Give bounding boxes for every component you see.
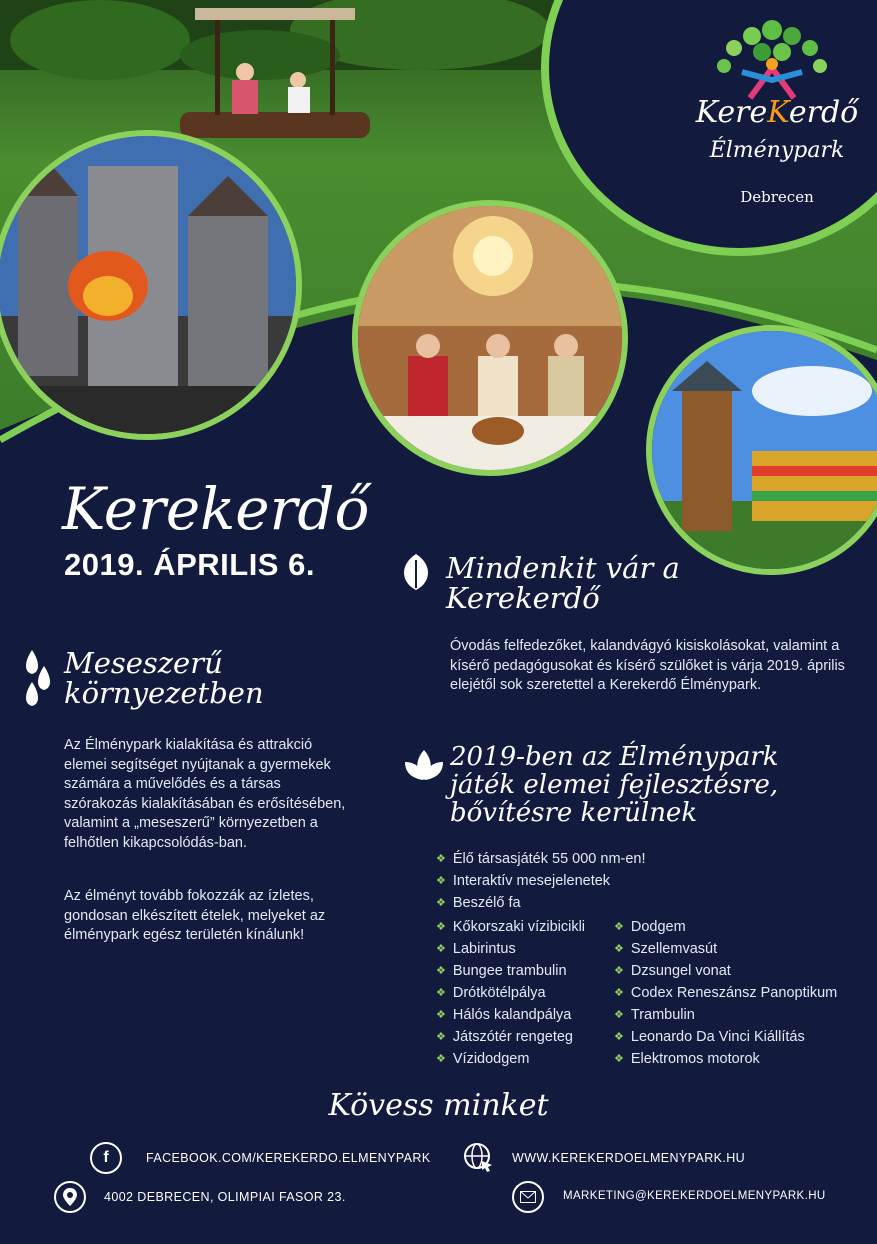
attraction-list-top [436, 848, 646, 914]
list-item: ❖ Leonardo Da Vinci Kiállítás [614, 1026, 837, 1048]
mindenkit-paragraph: Óvodás felfedezőket, kalandvágyó kisiskolásokat, valamint a kísérő pedagógusokat és kísérő szülőket is várja 2019. április elejétől sok szeretettel a Kerekerdő Élménypark. [450, 638, 845, 693]
castle-photo [0, 130, 302, 440]
facebook-link[interactable]: FACEBOOK.COM/KEREKERDO.ELMENYPARK [146, 1151, 431, 1165]
leaf-bullet-icon: ❖ [436, 897, 446, 909]
list-item: ❖ Beszélő fa [436, 892, 646, 914]
list-item: ❖ Dodgem [614, 916, 837, 938]
leaf-bullet-icon: ❖ [614, 1053, 624, 1065]
leaf-bullet-icon: ❖ [436, 943, 446, 955]
list-item: ❖ Dzsungel vonat [614, 960, 837, 982]
list-item: ❖ Elektromos motorok [614, 1048, 837, 1070]
list-item: ❖ Kőkorszaki vízibicikli [436, 916, 585, 938]
tree-logo-icon [702, 10, 842, 100]
list-item: ❖ Interaktív mesejelenetek [436, 870, 646, 892]
leaf-icon [402, 552, 432, 592]
mindenkit-heading-line2: Kerekerdő [446, 581, 600, 615]
leaf-bullet-icon: ❖ [614, 1031, 624, 1043]
leaf-bullet-icon: ❖ [614, 1009, 624, 1021]
logo: KereKerdő Élménypark Debrecen [672, 10, 872, 210]
list-item: ❖ Codex Reneszánsz Panoptikum [614, 982, 837, 1004]
list-item: ❖ Vízidodgem [436, 1048, 585, 1070]
location-pin-icon [54, 1181, 86, 1213]
list-item: ❖ Bungee trambulin [436, 960, 585, 982]
list-item: ❖ Játszótér rengeteg [436, 1026, 585, 1048]
leaf-bullet-icon: ❖ [436, 921, 446, 933]
leaf-bullet-icon: ❖ [614, 921, 624, 933]
website-link[interactable]: WWW.KEREKERDOELMENYPARK.HU [512, 1151, 746, 1165]
mindenkit-heading-line1: Mindenkit vár a [446, 551, 680, 585]
lotus-icon [403, 748, 445, 782]
leaf-bullet-icon: ❖ [436, 987, 446, 999]
leaf-bullet-icon: ❖ [436, 853, 446, 865]
leaf-bullet-icon: ❖ [614, 943, 624, 955]
main-title: Kerekerdő [62, 475, 370, 543]
envelope-icon[interactable] [512, 1181, 544, 1213]
logo-subtitle: Élménypark [709, 138, 845, 163]
leaf-bullet-icon: ❖ [436, 1009, 446, 1021]
email-link[interactable]: MARKETING@KEREKERDOELMENYPARK.HU [563, 1190, 826, 1202]
fejlesztes-heading-line3: bővítésre kerülnek [450, 798, 698, 828]
follow-title: Kövess minket [328, 1088, 549, 1123]
meseszeru-paragraph2: Az élményt tovább fokozzák az ízletes, gondosan elkészített ételek, melyeket az élménypark egész területén kínálunk! [64, 888, 326, 943]
list-item: ❖ Trambulin [614, 1004, 837, 1026]
meseszeru-heading-line2: környezetben [64, 676, 264, 710]
leaf-bullet-icon: ❖ [614, 987, 624, 999]
list-item: ❖ Drótkötélpálya [436, 982, 585, 1004]
leaf-bullet-icon: ❖ [436, 1053, 446, 1065]
playground-photo [646, 325, 877, 575]
leaf-bullet-icon: ❖ [614, 965, 624, 977]
banquet-photo [352, 200, 628, 476]
attraction-list-right [614, 916, 837, 1070]
list-item: ❖ Szellemvasút [614, 938, 837, 960]
leaf-bullet-icon: ❖ [436, 965, 446, 977]
drops-icon [22, 648, 54, 710]
list-item: ❖ Labirintus [436, 938, 585, 960]
globe-icon[interactable] [462, 1141, 494, 1173]
attraction-list-left [436, 916, 585, 1070]
event-date: 2019. ÁPRILIS 6. [64, 547, 315, 582]
leaf-bullet-icon: ❖ [436, 875, 446, 887]
list-item: ❖ Hálós kalandpálya [436, 1004, 585, 1026]
list-item: ❖ Élő társasjáték 55 000 nm-en! [436, 848, 646, 870]
leaf-bullet-icon: ❖ [436, 1031, 446, 1043]
logo-city: Debrecen [740, 188, 814, 206]
meseszeru-heading-line1: Meseszerű [64, 646, 223, 680]
address-text: 4002 DEBRECEN, OLIMPIAI FASOR 23. [104, 1190, 346, 1204]
meseszeru-paragraph1: Az Élménypark kialakítása és attrakció elemei segítséget nyújtanak a gyermekek számára a művelődés és a társas szórakozás kialakításában és erősítésében, valamint a „meseszerű” környezetben a felhőtlen kikapcsolódás-ban. [64, 737, 346, 851]
fejlesztes-heading-line1: 2019-ben az Élménypark [450, 742, 779, 772]
logo-brand-right: erdő [788, 95, 859, 130]
logo-brand-left: Kere [695, 95, 768, 130]
facebook-icon[interactable]: f [90, 1142, 122, 1174]
fejlesztes-heading-line2: játék elemei fejlesztésre, [450, 770, 779, 800]
